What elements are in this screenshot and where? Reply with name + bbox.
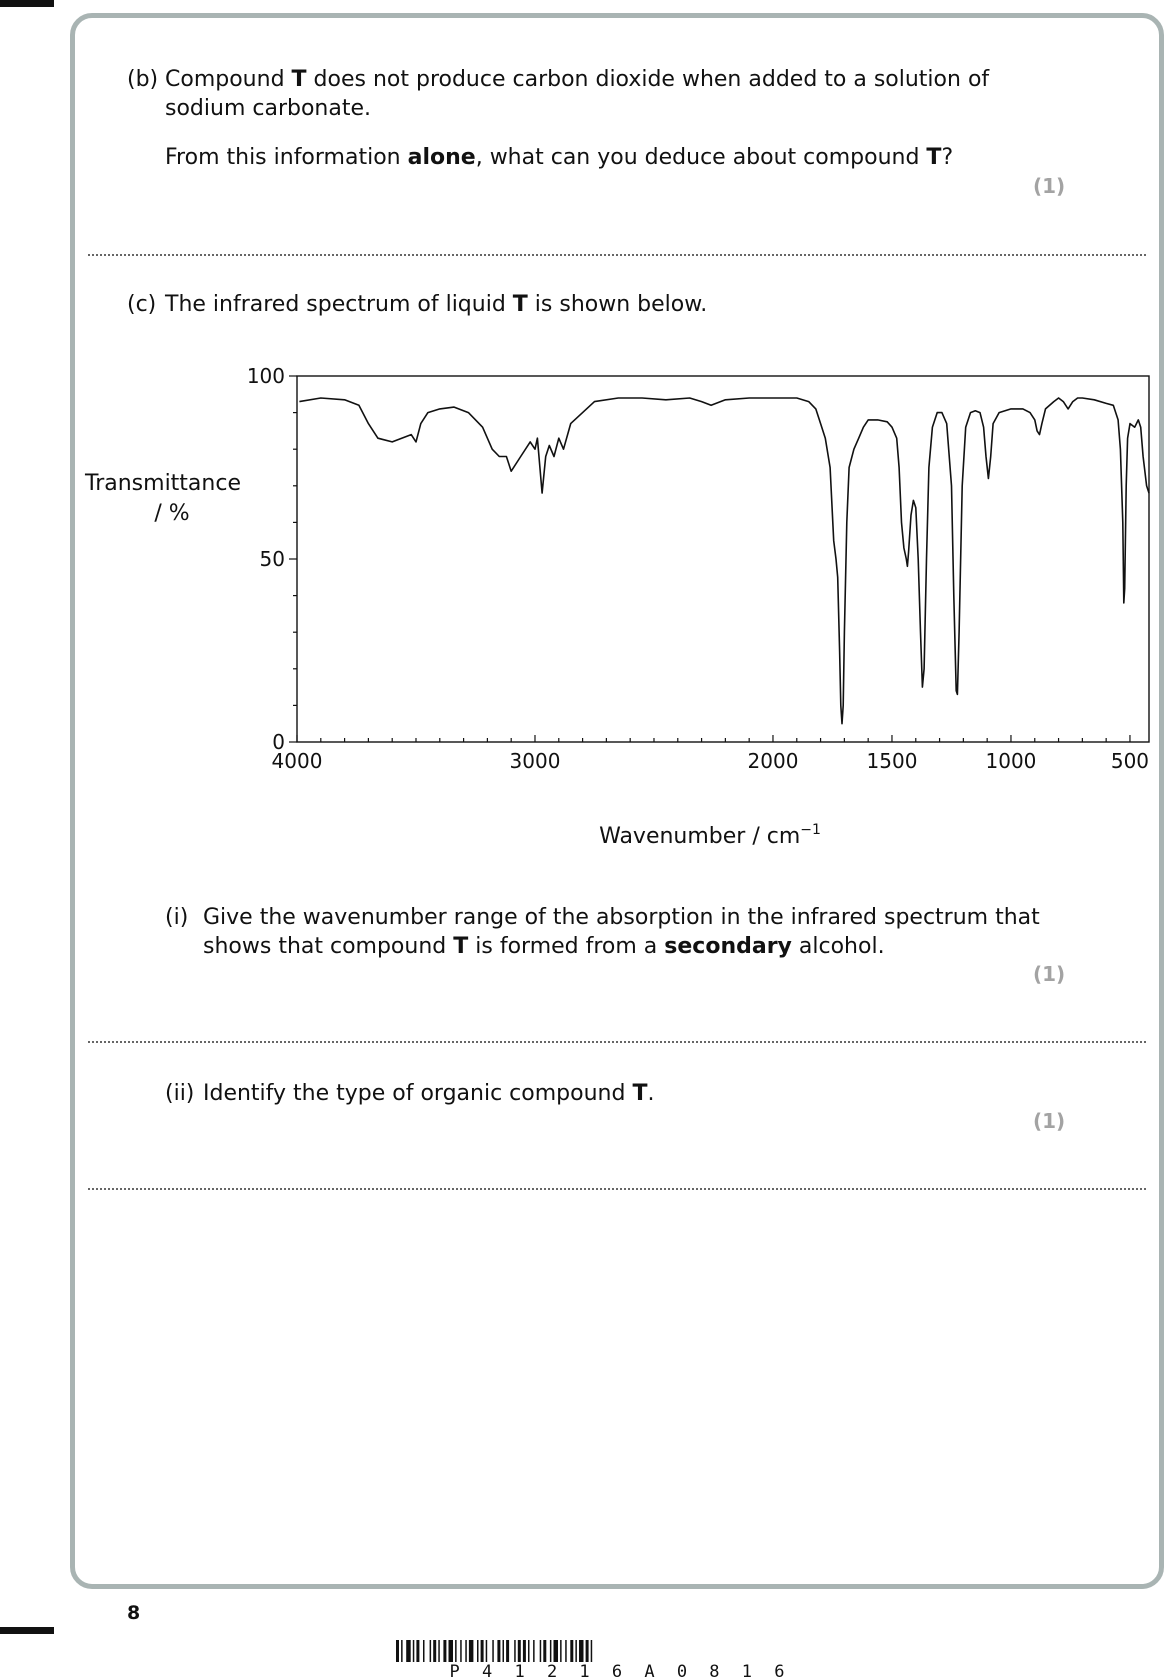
spectrum-line <box>299 398 1149 724</box>
answer-line-c-ii[interactable] <box>88 1188 1146 1190</box>
barcode-bar <box>449 1640 454 1662</box>
question-c-ii-label: (ii) <box>165 1081 195 1106</box>
y-tick-label: 0 <box>272 730 285 754</box>
barcode-bar <box>477 1640 479 1662</box>
barcode-bar <box>550 1640 552 1662</box>
question-b-label: (b) <box>127 67 159 92</box>
barcode-bar <box>528 1640 530 1662</box>
barcode-bar <box>533 1640 535 1662</box>
barcode-bar <box>523 1640 526 1662</box>
barcode-bar <box>413 1640 415 1662</box>
x-tick-label: 1500 <box>866 749 918 773</box>
barcode <box>392 1640 848 1678</box>
x-tick-label: 4000 <box>271 749 323 773</box>
question-c-label: (c) <box>127 292 157 317</box>
question-c-i-marks: (1) <box>1033 962 1066 986</box>
y-axis-title-line1: Transmittance <box>85 471 241 496</box>
x-tick-label: 2000 <box>747 749 799 773</box>
barcode-bar <box>575 1640 577 1662</box>
x-tick-label: 1000 <box>985 749 1037 773</box>
barcode-text: P 4 1 2 1 6 A 0 8 1 6 <box>449 1662 791 1678</box>
barcode-bar <box>540 1640 542 1662</box>
barcode-bar <box>554 1640 559 1662</box>
answer-line-c-i[interactable] <box>88 1041 1146 1043</box>
barcode-bar <box>518 1640 521 1662</box>
barcode-bar <box>565 1640 567 1662</box>
question-c-i-label: (i) <box>165 905 189 930</box>
y-axis-title-line2: / % <box>154 501 190 526</box>
x-tick-label: 500 <box>1110 749 1150 773</box>
x-axis-title: Wavenumber / $cm^{-1}$ <box>599 822 821 849</box>
barcode-bar <box>591 1640 593 1662</box>
axis-ticks <box>289 376 1130 742</box>
barcode-bar <box>469 1640 474 1662</box>
barcode-bar <box>579 1640 584 1662</box>
barcode-bar <box>543 1640 546 1662</box>
top-corner-mark <box>0 0 54 7</box>
axis-tick-labels <box>247 364 1149 773</box>
barcode-bar <box>570 1640 573 1662</box>
barcode-bar <box>443 1640 446 1662</box>
barcode-bar <box>455 1640 457 1662</box>
barcode-bar <box>560 1640 562 1662</box>
barcode-bar <box>481 1640 484 1662</box>
question-b-prompt: From this information alone, what can you deduce about compound T? <box>165 145 954 170</box>
question-c-text: The infrared spectrum of liquid T is shown below. <box>165 292 708 317</box>
barcode-bar <box>433 1640 436 1662</box>
plot-border <box>297 376 1149 742</box>
barcode-bar <box>416 1640 419 1662</box>
barcode-bar <box>492 1640 494 1662</box>
y-tick-label: 50 <box>259 547 285 571</box>
plot-area <box>297 376 1149 742</box>
barcode-bar <box>406 1640 411 1662</box>
barcode-bar <box>401 1640 403 1662</box>
barcode-bar <box>506 1640 509 1662</box>
question-b-line1: Compound T does not produce carbon dioxide when added to a solution of <box>165 67 990 92</box>
question-b-marks: (1) <box>1033 174 1066 198</box>
barcode-bar <box>586 1640 589 1662</box>
question-b-line2: sodium carbonate. <box>165 96 371 121</box>
barcode-bars <box>396 1640 592 1662</box>
barcode-bar <box>514 1640 516 1662</box>
barcode-bar <box>430 1640 432 1662</box>
barcode-bar <box>438 1640 440 1662</box>
question-c-i-line1: Give the wavenumber range of the absorption in the infrared spectrum that <box>203 905 1040 930</box>
barcode-bar <box>423 1640 425 1662</box>
question-c-i-line2: shows that compound T is formed from a secondary alcohol. <box>203 934 885 959</box>
barcode-bar <box>460 1640 462 1662</box>
barcode-bar <box>503 1640 505 1662</box>
page-number: 8 <box>127 1602 141 1624</box>
question-c-ii-marks: (1) <box>1033 1109 1066 1133</box>
bottom-corner-mark <box>0 1627 54 1634</box>
answer-line-b[interactable] <box>88 254 1146 256</box>
barcode-bar <box>465 1640 467 1662</box>
barcode-bar <box>497 1640 500 1662</box>
barcode-bar <box>486 1640 488 1662</box>
y-tick-label: 100 <box>246 364 285 388</box>
question-c-ii-text: Identify the type of organic compound T. <box>203 1081 655 1106</box>
barcode-bar <box>396 1640 399 1662</box>
ir-spectrum-chart <box>80 360 1160 860</box>
x-tick-label: 3000 <box>509 749 561 773</box>
